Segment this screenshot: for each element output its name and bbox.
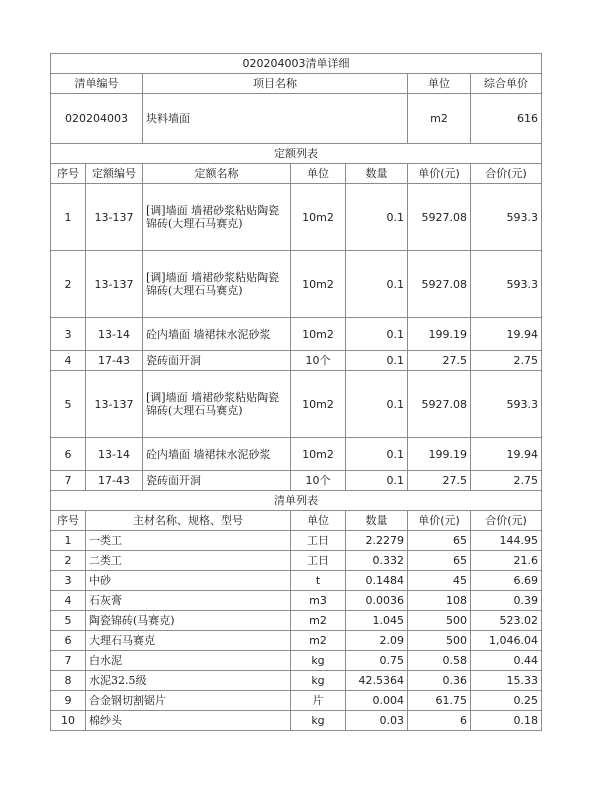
quota-qty: 0.1 bbox=[346, 251, 408, 318]
materials-header-price: 单价(元) bbox=[408, 511, 471, 531]
quota-row bbox=[51, 438, 542, 471]
quota-code: 17-43 bbox=[86, 351, 143, 371]
quota-qty: 0.1 bbox=[346, 471, 408, 491]
quota-price: 27.5 bbox=[408, 351, 471, 371]
quota-name: [调]墙面 墙裙砂浆粘贴陶瓷锦砖(大理石马赛克) bbox=[143, 184, 291, 251]
materials-header-unit: 单位 bbox=[291, 511, 346, 531]
material-name: 大理石马赛克 bbox=[86, 631, 291, 651]
material-total: 0.39 bbox=[471, 591, 542, 611]
material-total: 144.95 bbox=[471, 531, 542, 551]
material-qty: 0.75 bbox=[346, 651, 408, 671]
quota-section-title: 定额列表 bbox=[51, 144, 542, 164]
page-title: 020204003清单详细 bbox=[51, 54, 542, 74]
quota-row bbox=[51, 371, 542, 438]
quota-unit: 10m2 bbox=[291, 184, 346, 251]
bill-header-table bbox=[50, 53, 542, 144]
material-unit: 工日 bbox=[291, 531, 346, 551]
quota-code: 17-43 bbox=[86, 471, 143, 491]
quota-header-total: 合价(元) bbox=[471, 164, 542, 184]
header-label-price: 综合单价 bbox=[471, 74, 542, 94]
quota-total: 19.94 bbox=[471, 438, 542, 471]
quota-header-name: 定额名称 bbox=[143, 164, 291, 184]
quota-unit: 10m2 bbox=[291, 438, 346, 471]
quota-unit: 10个 bbox=[291, 351, 346, 371]
quota-header-price: 单价(元) bbox=[408, 164, 471, 184]
material-unit: m3 bbox=[291, 591, 346, 611]
material-no: 1 bbox=[51, 531, 86, 551]
materials-header-total: 合价(元) bbox=[471, 511, 542, 531]
quota-no: 1 bbox=[51, 184, 86, 251]
quota-header-qty: 数量 bbox=[346, 164, 408, 184]
material-total: 523.02 bbox=[471, 611, 542, 631]
material-unit: m2 bbox=[291, 631, 346, 651]
quota-header-unit: 单位 bbox=[291, 164, 346, 184]
material-name: 二类工 bbox=[86, 551, 291, 571]
material-name: 棉纱头 bbox=[86, 711, 291, 731]
material-qty: 0.0036 bbox=[346, 591, 408, 611]
quota-price: 27.5 bbox=[408, 471, 471, 491]
material-price: 45 bbox=[408, 571, 471, 591]
quota-total: 593.3 bbox=[471, 251, 542, 318]
quota-table bbox=[50, 143, 542, 491]
quota-code: 13-137 bbox=[86, 371, 143, 438]
material-name: 陶瓷锦砖(马赛克) bbox=[86, 611, 291, 631]
quota-header-code: 定额编号 bbox=[86, 164, 143, 184]
quota-price: 199.19 bbox=[408, 438, 471, 471]
quota-price: 5927.08 bbox=[408, 251, 471, 318]
quota-qty: 0.1 bbox=[346, 351, 408, 371]
material-no: 2 bbox=[51, 551, 86, 571]
quota-name: 瓷砖面开洞 bbox=[143, 351, 291, 371]
quota-code: 13-14 bbox=[86, 438, 143, 471]
material-qty: 1.045 bbox=[346, 611, 408, 631]
material-no: 3 bbox=[51, 571, 86, 591]
header-label-code: 清单编号 bbox=[51, 74, 143, 94]
material-unit: t bbox=[291, 571, 346, 591]
quota-no: 2 bbox=[51, 251, 86, 318]
materials-header-no: 序号 bbox=[51, 511, 86, 531]
material-name: 白水泥 bbox=[86, 651, 291, 671]
material-total: 6.69 bbox=[471, 571, 542, 591]
quota-unit: 10m2 bbox=[291, 251, 346, 318]
quota-code: 13-14 bbox=[86, 318, 143, 351]
material-total: 21.6 bbox=[471, 551, 542, 571]
quota-row bbox=[51, 184, 542, 251]
material-total: 15.33 bbox=[471, 671, 542, 691]
quota-price: 199.19 bbox=[408, 318, 471, 351]
material-no: 9 bbox=[51, 691, 86, 711]
material-qty: 0.03 bbox=[346, 711, 408, 731]
quota-qty: 0.1 bbox=[346, 438, 408, 471]
quota-row bbox=[51, 351, 542, 371]
material-name: 中砂 bbox=[86, 571, 291, 591]
quota-name: 砼内墙面 墙裙抹水泥砂浆 bbox=[143, 318, 291, 351]
material-qty: 0.004 bbox=[346, 691, 408, 711]
material-unit: kg bbox=[291, 651, 346, 671]
material-price: 61.75 bbox=[408, 691, 471, 711]
quota-qty: 0.1 bbox=[346, 318, 408, 351]
quota-qty: 0.1 bbox=[346, 184, 408, 251]
quota-name: 瓷砖面开洞 bbox=[143, 471, 291, 491]
material-unit: kg bbox=[291, 671, 346, 691]
material-unit: kg bbox=[291, 711, 346, 731]
material-name: 石灰膏 bbox=[86, 591, 291, 611]
material-no: 7 bbox=[51, 651, 86, 671]
quota-total: 2.75 bbox=[471, 471, 542, 491]
material-row bbox=[51, 711, 542, 731]
material-name: 水泥32.5级 bbox=[86, 671, 291, 691]
quota-header-no: 序号 bbox=[51, 164, 86, 184]
quota-unit: 10m2 bbox=[291, 318, 346, 351]
materials-header-qty: 数量 bbox=[346, 511, 408, 531]
material-total: 0.18 bbox=[471, 711, 542, 731]
quota-total: 593.3 bbox=[471, 371, 542, 438]
header-label-unit: 单位 bbox=[408, 74, 471, 94]
bill-price: 616 bbox=[471, 94, 542, 144]
material-qty: 2.2279 bbox=[346, 531, 408, 551]
quota-row bbox=[51, 318, 542, 351]
material-price: 0.58 bbox=[408, 651, 471, 671]
material-total: 0.25 bbox=[471, 691, 542, 711]
material-price: 6 bbox=[408, 711, 471, 731]
materials-header-name: 主材名称、规格、型号 bbox=[86, 511, 291, 531]
material-row bbox=[51, 611, 542, 631]
quota-total: 2.75 bbox=[471, 351, 542, 371]
material-qty: 2.09 bbox=[346, 631, 408, 651]
bill-name: 块料墙面 bbox=[143, 94, 408, 144]
material-name: 一类工 bbox=[86, 531, 291, 551]
material-price: 65 bbox=[408, 531, 471, 551]
material-price: 65 bbox=[408, 551, 471, 571]
material-unit: m2 bbox=[291, 611, 346, 631]
bill-unit: m2 bbox=[408, 94, 471, 144]
material-no: 5 bbox=[51, 611, 86, 631]
quota-no: 4 bbox=[51, 351, 86, 371]
quota-unit: 10m2 bbox=[291, 371, 346, 438]
quota-price: 5927.08 bbox=[408, 184, 471, 251]
material-no: 4 bbox=[51, 591, 86, 611]
material-qty: 0.332 bbox=[346, 551, 408, 571]
material-name: 合金钢切割锯片 bbox=[86, 691, 291, 711]
quota-unit: 10个 bbox=[291, 471, 346, 491]
quota-total: 19.94 bbox=[471, 318, 542, 351]
material-row bbox=[51, 591, 542, 611]
header-label-name: 项目名称 bbox=[143, 74, 408, 94]
material-row bbox=[51, 671, 542, 691]
quota-total: 593.3 bbox=[471, 184, 542, 251]
quota-no: 3 bbox=[51, 318, 86, 351]
material-no: 10 bbox=[51, 711, 86, 731]
material-row bbox=[51, 551, 542, 571]
material-unit: 工日 bbox=[291, 551, 346, 571]
quota-code: 13-137 bbox=[86, 251, 143, 318]
quota-row bbox=[51, 251, 542, 318]
material-row bbox=[51, 571, 542, 591]
quota-row bbox=[51, 471, 542, 491]
quota-code: 13-137 bbox=[86, 184, 143, 251]
bill-code: 020204003 bbox=[51, 94, 143, 144]
material-total: 0.44 bbox=[471, 651, 542, 671]
material-price: 500 bbox=[408, 631, 471, 651]
material-no: 8 bbox=[51, 671, 86, 691]
material-total: 1,046.04 bbox=[471, 631, 542, 651]
material-price: 0.36 bbox=[408, 671, 471, 691]
quota-no: 6 bbox=[51, 438, 86, 471]
quota-qty: 0.1 bbox=[346, 371, 408, 438]
materials-table bbox=[50, 490, 542, 731]
quota-name: 砼内墙面 墙裙抹水泥砂浆 bbox=[143, 438, 291, 471]
quota-price: 5927.08 bbox=[408, 371, 471, 438]
quota-no: 7 bbox=[51, 471, 86, 491]
material-unit: 片 bbox=[291, 691, 346, 711]
material-qty: 42.5364 bbox=[346, 671, 408, 691]
material-row bbox=[51, 651, 542, 671]
quota-name: [调]墙面 墙裙砂浆粘贴陶瓷锦砖(大理石马赛克) bbox=[143, 251, 291, 318]
material-row bbox=[51, 631, 542, 651]
material-no: 6 bbox=[51, 631, 86, 651]
materials-section-title: 清单列表 bbox=[51, 491, 542, 511]
quota-name: [调]墙面 墙裙砂浆粘贴陶瓷锦砖(大理石马赛克) bbox=[143, 371, 291, 438]
material-row bbox=[51, 531, 542, 551]
quota-no: 5 bbox=[51, 371, 86, 438]
material-price: 500 bbox=[408, 611, 471, 631]
material-row bbox=[51, 691, 542, 711]
material-qty: 0.1484 bbox=[346, 571, 408, 591]
material-price: 108 bbox=[408, 591, 471, 611]
